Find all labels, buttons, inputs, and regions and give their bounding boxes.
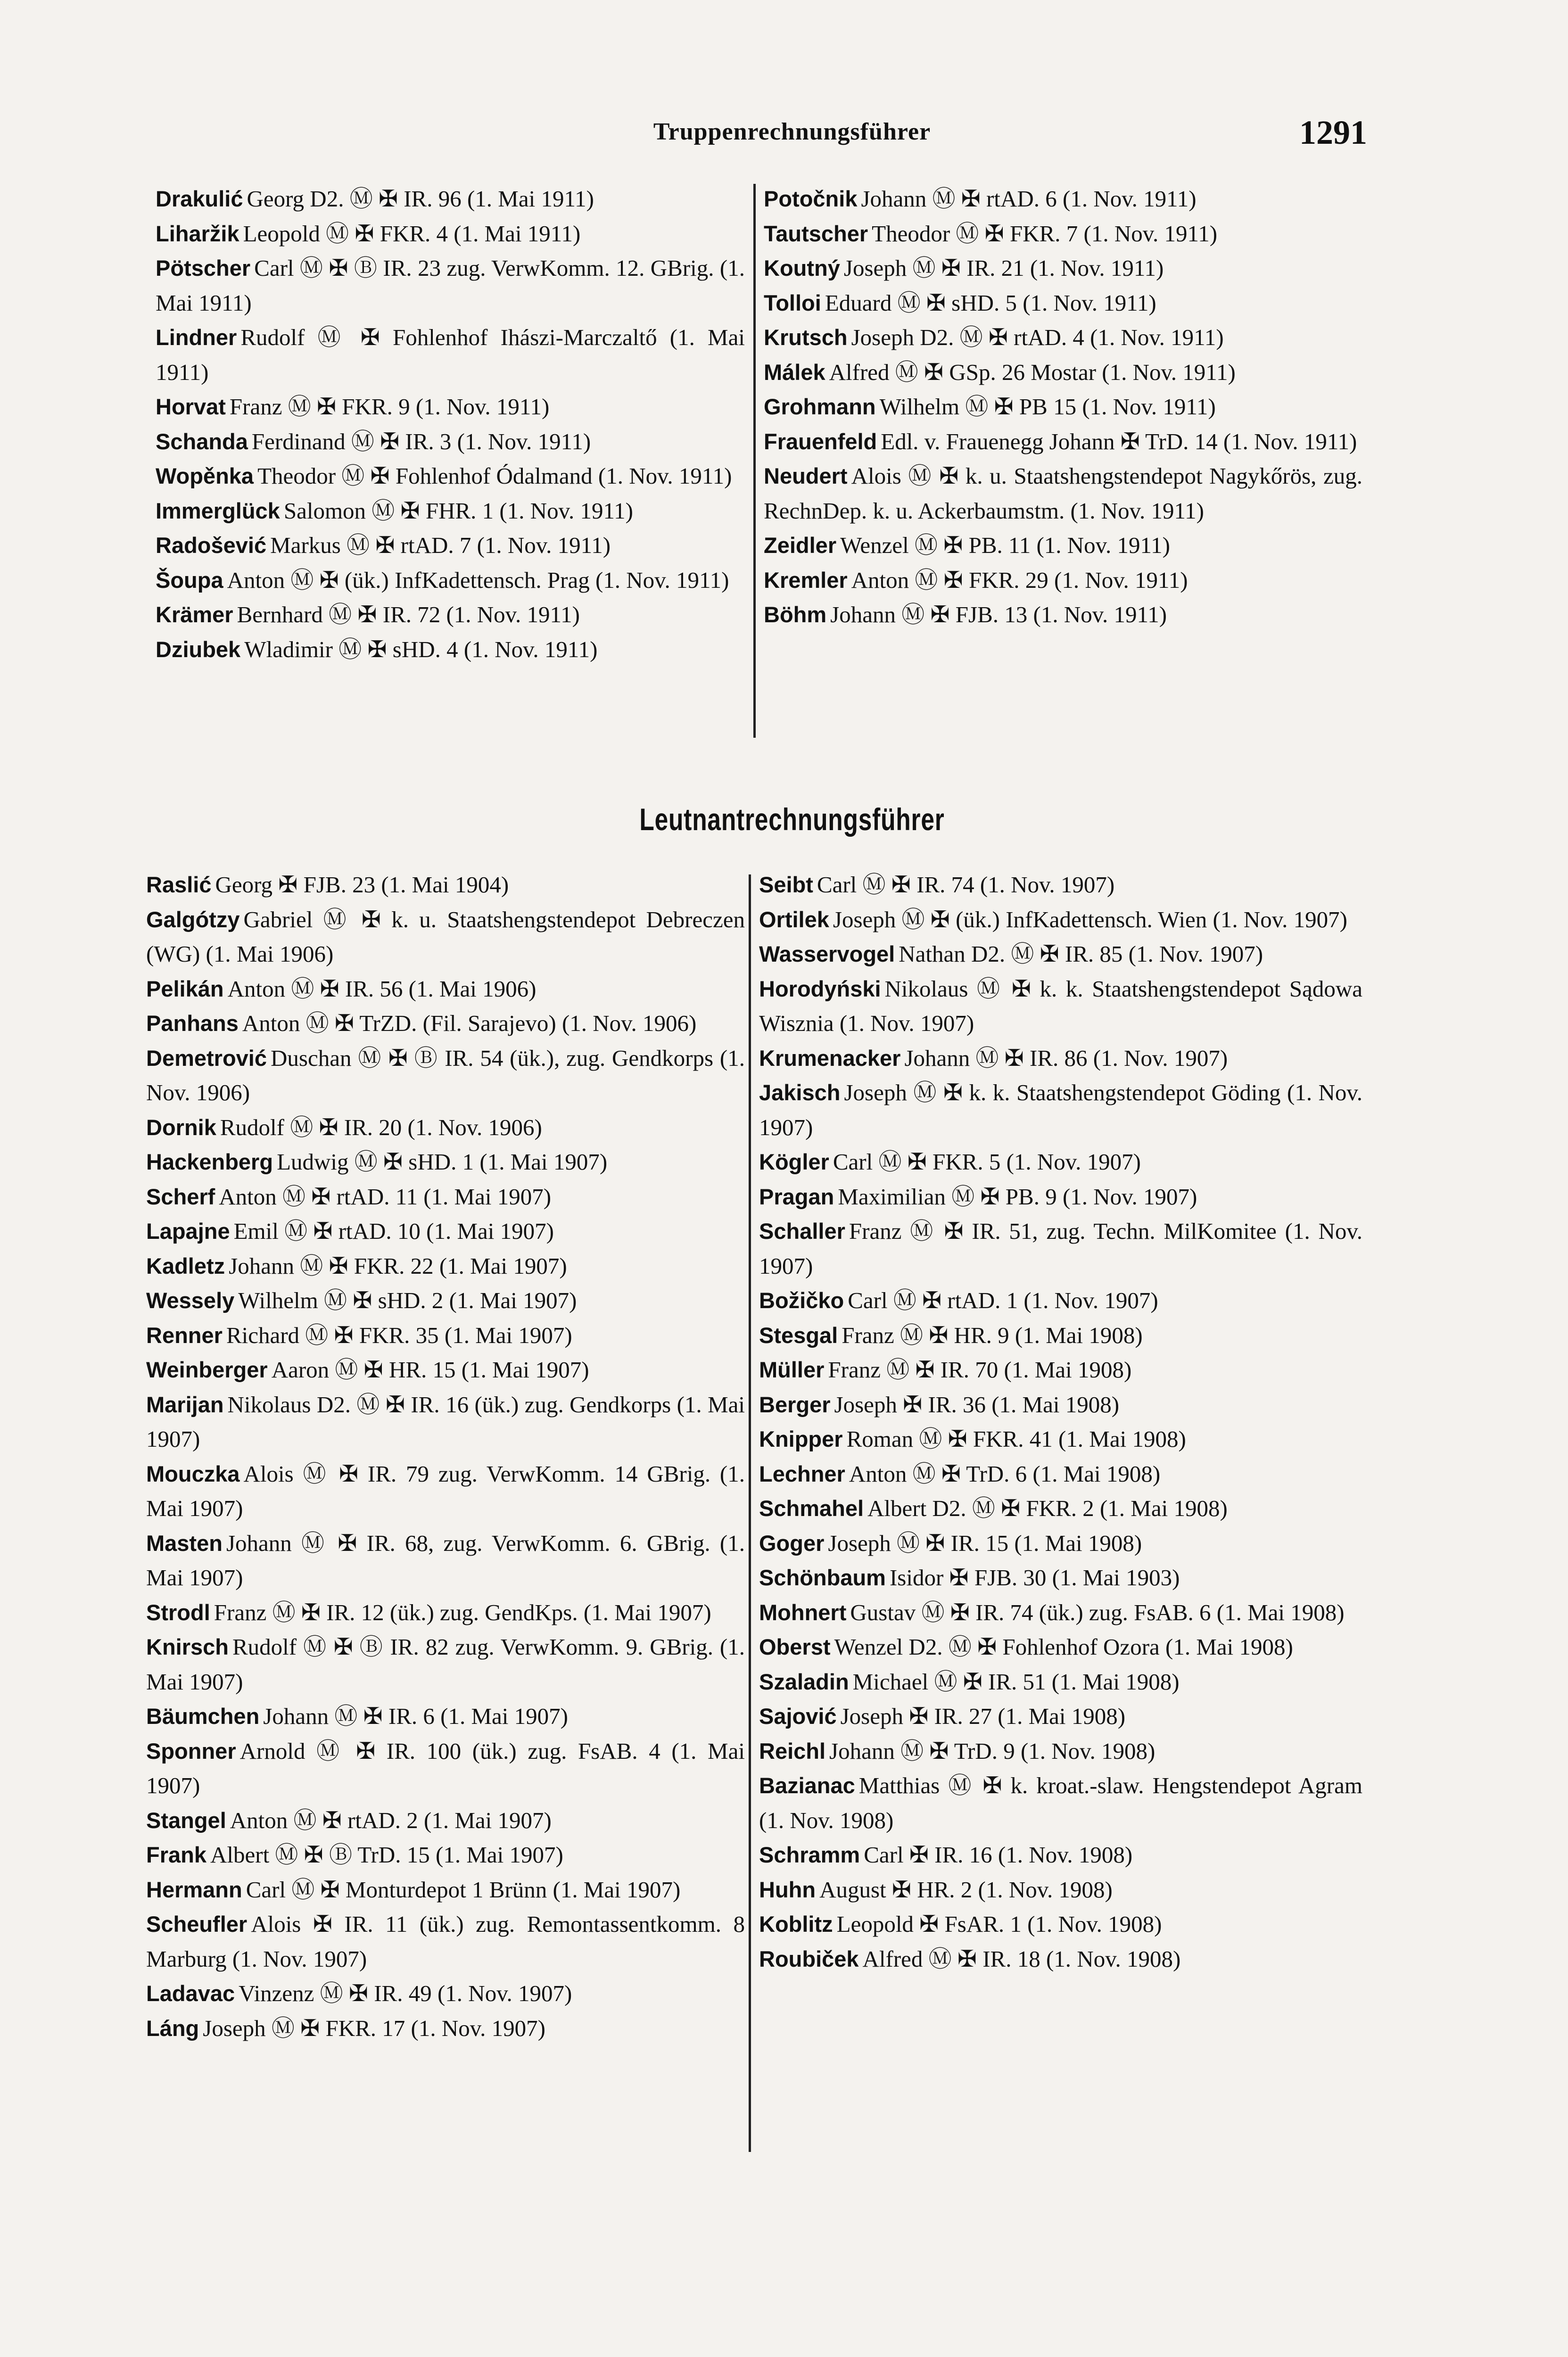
- roster-entry: [156, 320, 745, 389]
- entry-details: Maximilian Ⓜ ✠ PB. 9 (1. Nov. 1907): [838, 1183, 1197, 1210]
- entry-details: Ludwig Ⓜ ✠ sHD. 1 (1. Mai 1907): [277, 1149, 608, 1175]
- entry-surname: Seibt: [759, 872, 813, 897]
- entry-surname: Zeidler: [764, 533, 837, 558]
- entry-details: Johann Ⓜ ✠ FJB. 13 (1. Nov. 1911): [830, 602, 1167, 627]
- roster-entry: [146, 902, 745, 972]
- entry-surname: Roubiček: [759, 1946, 859, 1971]
- entry-surname: Müller: [759, 1357, 825, 1382]
- entry-surname: Mouczka: [146, 1461, 240, 1486]
- roster-entry: [759, 1214, 1362, 1283]
- entry-surname: Strodl: [146, 1599, 210, 1625]
- entry-surname: Tautscher: [764, 221, 868, 246]
- roster-entry: [759, 1699, 1362, 1734]
- entry-details: Georg ✠ FJB. 23 (1. Mai 1904): [215, 872, 509, 898]
- entry-surname: Bazianac: [759, 1773, 855, 1798]
- entry-details: Anton Ⓜ ✠ IR. 56 (1. Mai 1906): [227, 975, 536, 1002]
- entry-details: Alois Ⓜ ✠ k. u. Staatshengstendepot Nagykőrös, zug. RechnDep. k. u. Ackerbaumstm. (1. Nov. 1911): [764, 463, 1362, 524]
- entry-surname: Bäumchen: [146, 1704, 260, 1729]
- roster-entry: [764, 355, 1362, 390]
- entry-surname: Potočnik: [764, 186, 858, 211]
- entry-details: Richard Ⓜ ✠ FKR. 35 (1. Mai 1907): [226, 1322, 572, 1348]
- entry-details: Georg D2. Ⓜ ✠ IR. 96 (1. Mai 1911): [247, 186, 594, 212]
- entry-surname: Horodyński: [759, 976, 881, 1001]
- entry-surname: Scheufler: [146, 1912, 248, 1937]
- roster-entry: [759, 1145, 1362, 1179]
- roster-entry: [759, 1422, 1362, 1457]
- entry-details: Rudolf Ⓜ ✠ Fohlenhof Ihászi-Marczaltő (1. Mai 1911): [156, 324, 745, 385]
- entry-surname: Huhn: [759, 1877, 816, 1902]
- entry-surname: Frauenfeld: [764, 429, 877, 454]
- roster-entry: [759, 1179, 1362, 1214]
- roster-entry: [146, 1041, 745, 1110]
- entry-surname: Schanda: [156, 429, 248, 454]
- roster-entry: [764, 563, 1362, 598]
- entry-surname: Schmahel: [759, 1496, 864, 1521]
- entry-surname: Renner: [146, 1322, 223, 1348]
- entry-surname: Berger: [759, 1392, 831, 1417]
- entry-surname: Pragan: [759, 1184, 834, 1209]
- roster-entry: [764, 251, 1362, 286]
- roster-entry: [764, 216, 1362, 251]
- roster-entry: [146, 1283, 745, 1318]
- entry-surname: Koutný: [764, 255, 840, 280]
- roster-entry: [146, 1526, 745, 1595]
- entry-details: August ✠ HR. 2 (1. Nov. 1908): [819, 1876, 1113, 1903]
- entry-details: Eduard Ⓜ ✠ sHD. 5 (1. Nov. 1911): [825, 289, 1156, 316]
- bottom-right-column: [759, 867, 1362, 1976]
- roster-entry: [146, 1387, 745, 1457]
- entry-details: Nikolaus D2. Ⓜ ✠ IR. 16 (ük.) zug. Gendkorps (1. Mai 1907): [146, 1391, 745, 1452]
- entry-surname: Goger: [759, 1530, 825, 1556]
- roster-entry: [146, 1699, 745, 1734]
- roster-entry: [759, 1318, 1362, 1353]
- roster-entry: [759, 1907, 1362, 1942]
- entry-surname: Hackenberg: [146, 1149, 273, 1174]
- entry-details: Theodor Ⓜ ✠ FKR. 7 (1. Nov. 1911): [872, 220, 1218, 247]
- top-left-column: [156, 181, 745, 667]
- roster-entry: [146, 1352, 745, 1387]
- entry-surname: Krämer: [156, 602, 233, 627]
- column-divider-top: [753, 184, 756, 738]
- entry-surname: Liharžik: [156, 221, 239, 246]
- roster-entry: [759, 1352, 1362, 1387]
- entry-surname: Koblitz: [759, 1912, 833, 1937]
- entry-surname: Scherf: [146, 1184, 215, 1209]
- entry-details: Edl. v. Frauenegg Johann ✠ TrD. 14 (1. Nov. 1911): [881, 428, 1357, 454]
- entry-surname: Weinberger: [146, 1357, 268, 1382]
- roster-entry: [146, 972, 745, 1006]
- roster-entry: [156, 459, 745, 494]
- entry-details: Wenzel D2. Ⓜ ✠ Fohlenhof Ozora (1. Mai 1908): [834, 1634, 1293, 1660]
- entry-surname: Lechner: [759, 1461, 845, 1486]
- entry-surname: Božičko: [759, 1288, 844, 1313]
- entry-details: Anton Ⓜ ✠ rtAD. 11 (1. Mai 1907): [219, 1183, 552, 1210]
- entry-details: Carl Ⓜ ✠ Monturdepot 1 Brünn (1. Mai 1907): [246, 1876, 681, 1903]
- roster-entry: [146, 1214, 745, 1249]
- entry-details: Duschan Ⓜ ✠ Ⓑ IR. 54 (ük.), zug. Gendkorps (1. Nov. 1906): [146, 1045, 745, 1105]
- entry-details: Gabriel Ⓜ ✠ k. u. Staatshengstendepot Debreczen (WG) (1. Mai 1906): [146, 906, 745, 967]
- entry-details: Theodor Ⓜ ✠ Fohlenhof Ódalmand (1. Nov. 1911): [257, 463, 732, 489]
- entry-details: Franz Ⓜ ✠ IR. 51, zug. Techn. MilKomitee (1. Nov. 1907): [759, 1218, 1362, 1279]
- entry-surname: Mohnert: [759, 1599, 847, 1625]
- entry-surname: Böhm: [764, 602, 827, 627]
- entry-details: Wilhelm Ⓜ ✠ PB 15 (1. Nov. 1911): [879, 394, 1216, 420]
- bottom-left-column: [146, 867, 745, 2045]
- roster-entry: [759, 1560, 1362, 1595]
- entry-details: Johann Ⓜ ✠ IR. 68, zug. VerwKomm. 6. GBrig. (1. Mai 1907): [146, 1530, 745, 1591]
- entry-details: Anton Ⓜ ✠ TrD. 6 (1. Mai 1908): [849, 1460, 1161, 1487]
- roster-entry: [146, 1803, 745, 1838]
- entry-surname: Pelikán: [146, 976, 224, 1001]
- entry-surname: Kögler: [759, 1149, 829, 1174]
- entry-details: Anton Ⓜ ✠ TrZD. (Fil. Sarajevo) (1. Nov. 1906): [242, 1010, 697, 1036]
- roster-entry: [764, 286, 1362, 321]
- entry-surname: Sajović: [759, 1704, 837, 1729]
- entry-details: Joseph Ⓜ ✠ IR. 15 (1. Mai 1908): [828, 1530, 1142, 1556]
- roster-entry: [764, 459, 1362, 528]
- entry-details: Alois Ⓜ ✠ IR. 79 zug. VerwKomm. 14 GBrig. (1. Mai 1907): [146, 1460, 745, 1521]
- roster-entry: [146, 1457, 745, 1526]
- entry-details: Markus Ⓜ ✠ rtAD. 7 (1. Nov. 1911): [270, 532, 611, 558]
- entry-surname: Krumenacker: [759, 1045, 901, 1071]
- roster-entry: [146, 2011, 745, 2046]
- roster-entry: [759, 1491, 1362, 1526]
- entry-surname: Knirsch: [146, 1634, 229, 1659]
- roster-entry: [759, 1387, 1362, 1422]
- entry-surname: Stangel: [146, 1807, 226, 1833]
- entry-details: Rudolf Ⓜ ✠ IR. 20 (1. Nov. 1906): [220, 1114, 542, 1140]
- roster-entry: [759, 1872, 1362, 1907]
- section-heading: Leutnantrechnungsführer: [639, 802, 945, 837]
- entry-surname: Stesgal: [759, 1322, 838, 1348]
- roster-entry: [146, 1976, 745, 2011]
- entry-surname: Horvat: [156, 394, 226, 419]
- entry-details: Joseph Ⓜ ✠ FKR. 17 (1. Nov. 1907): [203, 2015, 545, 2041]
- entry-details: Nikolaus Ⓜ ✠ k. k. Staatshengstendepot Sądowa Wisznia (1. Nov. 1907): [759, 975, 1362, 1036]
- entry-details: Joseph Ⓜ ✠ IR. 21 (1. Nov. 1911): [843, 255, 1164, 281]
- entry-details: Johann Ⓜ ✠ FKR. 22 (1. Mai 1907): [229, 1253, 567, 1279]
- entry-details: Johann Ⓜ ✠ IR. 6 (1. Mai 1907): [263, 1703, 568, 1729]
- entry-details: Anton Ⓜ ✠ (ük.) InfKadettensch. Prag (1. Nov. 1911): [227, 567, 729, 593]
- roster-entry: [759, 1665, 1362, 1699]
- entry-surname: Kremler: [764, 567, 848, 593]
- entry-surname: Raslić: [146, 872, 212, 897]
- entry-surname: Immerglück: [156, 498, 280, 523]
- entry-details: Franz Ⓜ ✠ IR. 70 (1. Mai 1908): [828, 1357, 1132, 1383]
- column-divider-bottom: [749, 874, 751, 2152]
- entry-surname: Láng: [146, 2015, 199, 2041]
- entry-details: Franz Ⓜ ✠ FKR. 9 (1. Nov. 1911): [229, 394, 550, 420]
- entry-surname: Tolloi: [764, 290, 821, 315]
- entry-surname: Málek: [764, 359, 825, 385]
- roster-entry: [759, 1734, 1362, 1769]
- entry-surname: Radošević: [156, 533, 267, 558]
- roster-entry: [764, 320, 1362, 355]
- roster-entry: [146, 1145, 745, 1179]
- roster-entry: [156, 389, 745, 424]
- roster-entry: [156, 528, 745, 563]
- roster-entry: [759, 1041, 1362, 1076]
- entry-details: Alfred Ⓜ ✠ IR. 18 (1. Nov. 1908): [862, 1945, 1181, 1972]
- roster-entry: [759, 867, 1362, 902]
- roster-entry: [759, 1075, 1362, 1145]
- roster-entry: [759, 1457, 1362, 1492]
- roster-entry: [156, 251, 745, 320]
- entry-surname: Wopěnka: [156, 463, 254, 488]
- entry-surname: Grohmann: [764, 394, 876, 419]
- entry-surname: Galgótzy: [146, 907, 240, 932]
- entry-details: Salomon Ⓜ ✠ FHR. 1 (1. Nov. 1911): [283, 497, 633, 524]
- entry-details: Joseph Ⓜ ✠ k. k. Staatshengstendepot Göding (1. Nov. 1907): [759, 1080, 1362, 1140]
- roster-entry: [764, 424, 1362, 459]
- roster-entry: [759, 1630, 1362, 1665]
- roster-entry: [156, 632, 745, 667]
- entry-details: Franz Ⓜ ✠ HR. 9 (1. Mai 1908): [842, 1322, 1143, 1348]
- entry-surname: Drakulić: [156, 186, 243, 211]
- entry-surname: Schönbaum: [759, 1565, 886, 1590]
- entry-details: Michael Ⓜ ✠ IR. 51 (1. Mai 1908): [852, 1668, 1180, 1695]
- roster-entry: [146, 1318, 745, 1353]
- roster-entry: [759, 937, 1362, 972]
- entry-surname: Pötscher: [156, 255, 251, 280]
- entry-details: Wladimir Ⓜ ✠ sHD. 4 (1. Nov. 1911): [244, 636, 598, 662]
- entry-surname: Hermann: [146, 1877, 242, 1902]
- entry-surname: Dziubek: [156, 636, 241, 662]
- entry-details: Gustav Ⓜ ✠ IR. 74 (ük.) zug. FsAB. 6 (1. Mai 1908): [850, 1599, 1345, 1625]
- entry-details: Joseph D2. Ⓜ ✠ rtAD. 4 (1. Nov. 1911): [851, 324, 1224, 350]
- entry-surname: Krutsch: [764, 325, 848, 350]
- roster-entry: [146, 1838, 745, 1872]
- roster-entry: [156, 597, 745, 632]
- entry-details: Albert D2. Ⓜ ✠ FKR. 2 (1. Mai 1908): [867, 1495, 1228, 1521]
- entry-details: Carl Ⓜ ✠ rtAD. 1 (1. Nov. 1907): [848, 1287, 1158, 1313]
- entry-surname: Jakisch: [759, 1080, 841, 1105]
- entry-details: Rudolf Ⓜ ✠ Ⓑ IR. 82 zug. VerwKomm. 9. GBrig. (1. Mai 1907): [146, 1634, 745, 1695]
- top-right-column: [764, 181, 1362, 632]
- entry-details: Johann Ⓜ ✠ rtAD. 6 (1. Nov. 1911): [861, 186, 1197, 212]
- entry-details: Alfred Ⓜ ✠ GSp. 26 Mostar (1. Nov. 1911): [829, 359, 1236, 385]
- entry-details: Carl ✠ IR. 16 (1. Nov. 1908): [864, 1842, 1133, 1868]
- entry-details: Johann Ⓜ ✠ TrD. 9 (1. Nov. 1908): [829, 1738, 1155, 1764]
- roster-entry: [146, 1249, 745, 1284]
- entry-details: Joseph ✠ IR. 27 (1. Mai 1908): [840, 1703, 1126, 1729]
- entry-details: Leopold Ⓜ ✠ FKR. 4 (1. Mai 1911): [243, 220, 581, 247]
- entry-details: Anton Ⓜ ✠ rtAD. 2 (1. Mai 1907): [230, 1807, 552, 1833]
- entry-details: Isidor ✠ FJB. 30 (1. Mai 1903): [889, 1565, 1180, 1591]
- roster-entry: [156, 563, 745, 598]
- entry-surname: Schaller: [759, 1219, 845, 1244]
- entry-details: Arnold Ⓜ ✠ IR. 100 (ük.) zug. FsAB. 4 (1. Mai 1907): [146, 1738, 745, 1798]
- roster-entry: [759, 972, 1362, 1041]
- entry-details: Roman Ⓜ ✠ FKR. 41 (1. Mai 1908): [846, 1426, 1186, 1452]
- entry-details: Franz Ⓜ ✠ IR. 12 (ük.) zug. GendKps. (1. Mai 1907): [214, 1599, 711, 1625]
- entry-surname: Demetrović: [146, 1045, 267, 1071]
- roster-entry: [146, 1734, 745, 1803]
- entry-surname: Wasservogel: [759, 941, 895, 966]
- entry-surname: Schramm: [759, 1842, 860, 1867]
- entry-surname: Reichl: [759, 1738, 826, 1764]
- entry-details: Johann Ⓜ ✠ IR. 86 (1. Nov. 1907): [904, 1045, 1228, 1071]
- roster-entry: [759, 1942, 1362, 1977]
- entry-surname: Šoupa: [156, 567, 223, 593]
- entry-surname: Masten: [146, 1530, 223, 1556]
- roster-entry: [759, 902, 1362, 937]
- entry-details: Joseph Ⓜ ✠ (ük.) InfKadettensch. Wien (1. Nov. 1907): [833, 906, 1347, 932]
- entry-surname: Knipper: [759, 1426, 843, 1451]
- roster-entry: [156, 494, 745, 528]
- entry-surname: Lindner: [156, 325, 237, 350]
- page-number: 1291: [1299, 114, 1367, 151]
- roster-entry: [764, 597, 1362, 632]
- entry-details: Joseph ✠ IR. 36 (1. Mai 1908): [834, 1391, 1120, 1417]
- roster-entry: [146, 1872, 745, 1907]
- entry-details: Anton Ⓜ ✠ FKR. 29 (1. Nov. 1911): [851, 567, 1188, 593]
- roster-entry: [146, 867, 745, 902]
- entry-surname: Sponner: [146, 1738, 236, 1764]
- entry-surname: Lapajne: [146, 1219, 230, 1244]
- roster-entry: [156, 424, 745, 459]
- roster-entry: [146, 1179, 745, 1214]
- roster-entry: [759, 1838, 1362, 1872]
- entry-details: Carl Ⓜ ✠ FKR. 5 (1. Nov. 1907): [833, 1149, 1141, 1175]
- entry-details: Vinzenz Ⓜ ✠ IR. 49 (1. Nov. 1907): [239, 1980, 572, 2006]
- entry-details: Wilhelm Ⓜ ✠ sHD. 2 (1. Mai 1907): [238, 1287, 577, 1313]
- entry-details: Bernhard Ⓜ ✠ IR. 72 (1. Nov. 1911): [237, 602, 580, 627]
- roster-entry: [146, 1006, 745, 1041]
- roster-entry: [759, 1768, 1362, 1838]
- entry-surname: Oberst: [759, 1634, 831, 1659]
- roster-entry: [156, 216, 745, 251]
- entry-details: Carl Ⓜ ✠ IR. 74 (1. Nov. 1907): [817, 872, 1115, 898]
- entry-details: Aaron Ⓜ ✠ HR. 15 (1. Mai 1907): [271, 1357, 589, 1383]
- roster-entry: [764, 389, 1362, 424]
- roster-entry: [146, 1595, 745, 1630]
- entry-details: Wenzel Ⓜ ✠ PB. 11 (1. Nov. 1911): [840, 532, 1170, 558]
- entry-surname: Kadletz: [146, 1253, 225, 1278]
- entry-surname: Dornik: [146, 1114, 216, 1140]
- entry-surname: Wessely: [146, 1288, 235, 1313]
- roster-entry: [764, 181, 1362, 216]
- entry-details: Albert Ⓜ ✠ Ⓑ TrD. 15 (1. Mai 1907): [210, 1842, 563, 1868]
- roster-entry: [764, 528, 1362, 563]
- roster-entry: [759, 1526, 1362, 1561]
- entry-surname: Neudert: [764, 463, 848, 488]
- roster-entry: [146, 1630, 745, 1699]
- roster-entry: [146, 1907, 745, 1976]
- entry-details: Emil Ⓜ ✠ rtAD. 10 (1. Mai 1907): [233, 1218, 554, 1244]
- entry-surname: Ortilek: [759, 907, 829, 932]
- roster-entry: [156, 181, 745, 216]
- running-header-title: Truppenrechnungsführer: [653, 118, 931, 145]
- entry-surname: Frank: [146, 1842, 206, 1867]
- entry-details: Carl Ⓜ ✠ Ⓑ IR. 23 zug. VerwKomm. 12. GBrig. (1. Mai 1911): [156, 255, 745, 316]
- entry-details: Nathan D2. Ⓜ ✠ IR. 85 (1. Nov. 1907): [899, 941, 1263, 967]
- entry-surname: Marijan: [146, 1392, 224, 1417]
- entry-details: Leopold ✠ FsAR. 1 (1. Nov. 1908): [836, 1911, 1162, 1937]
- roster-entry: [759, 1595, 1362, 1630]
- entry-surname: Panhans: [146, 1011, 239, 1036]
- entry-details: Matthias Ⓜ ✠ k. kroat.-slaw. Hengstendepot Agram (1. Nov. 1908): [759, 1772, 1362, 1833]
- entry-details: Alois ✠ IR. 11 (ük.) zug. Remontassentkomm. 8 Marburg (1. Nov. 1907): [146, 1911, 745, 1972]
- entry-surname: Szaladin: [759, 1669, 849, 1694]
- entry-surname: Ladavac: [146, 1981, 235, 2006]
- roster-entry: [146, 1110, 745, 1145]
- entry-details: Ferdinand Ⓜ ✠ IR. 3 (1. Nov. 1911): [251, 428, 591, 454]
- roster-entry: [759, 1283, 1362, 1318]
